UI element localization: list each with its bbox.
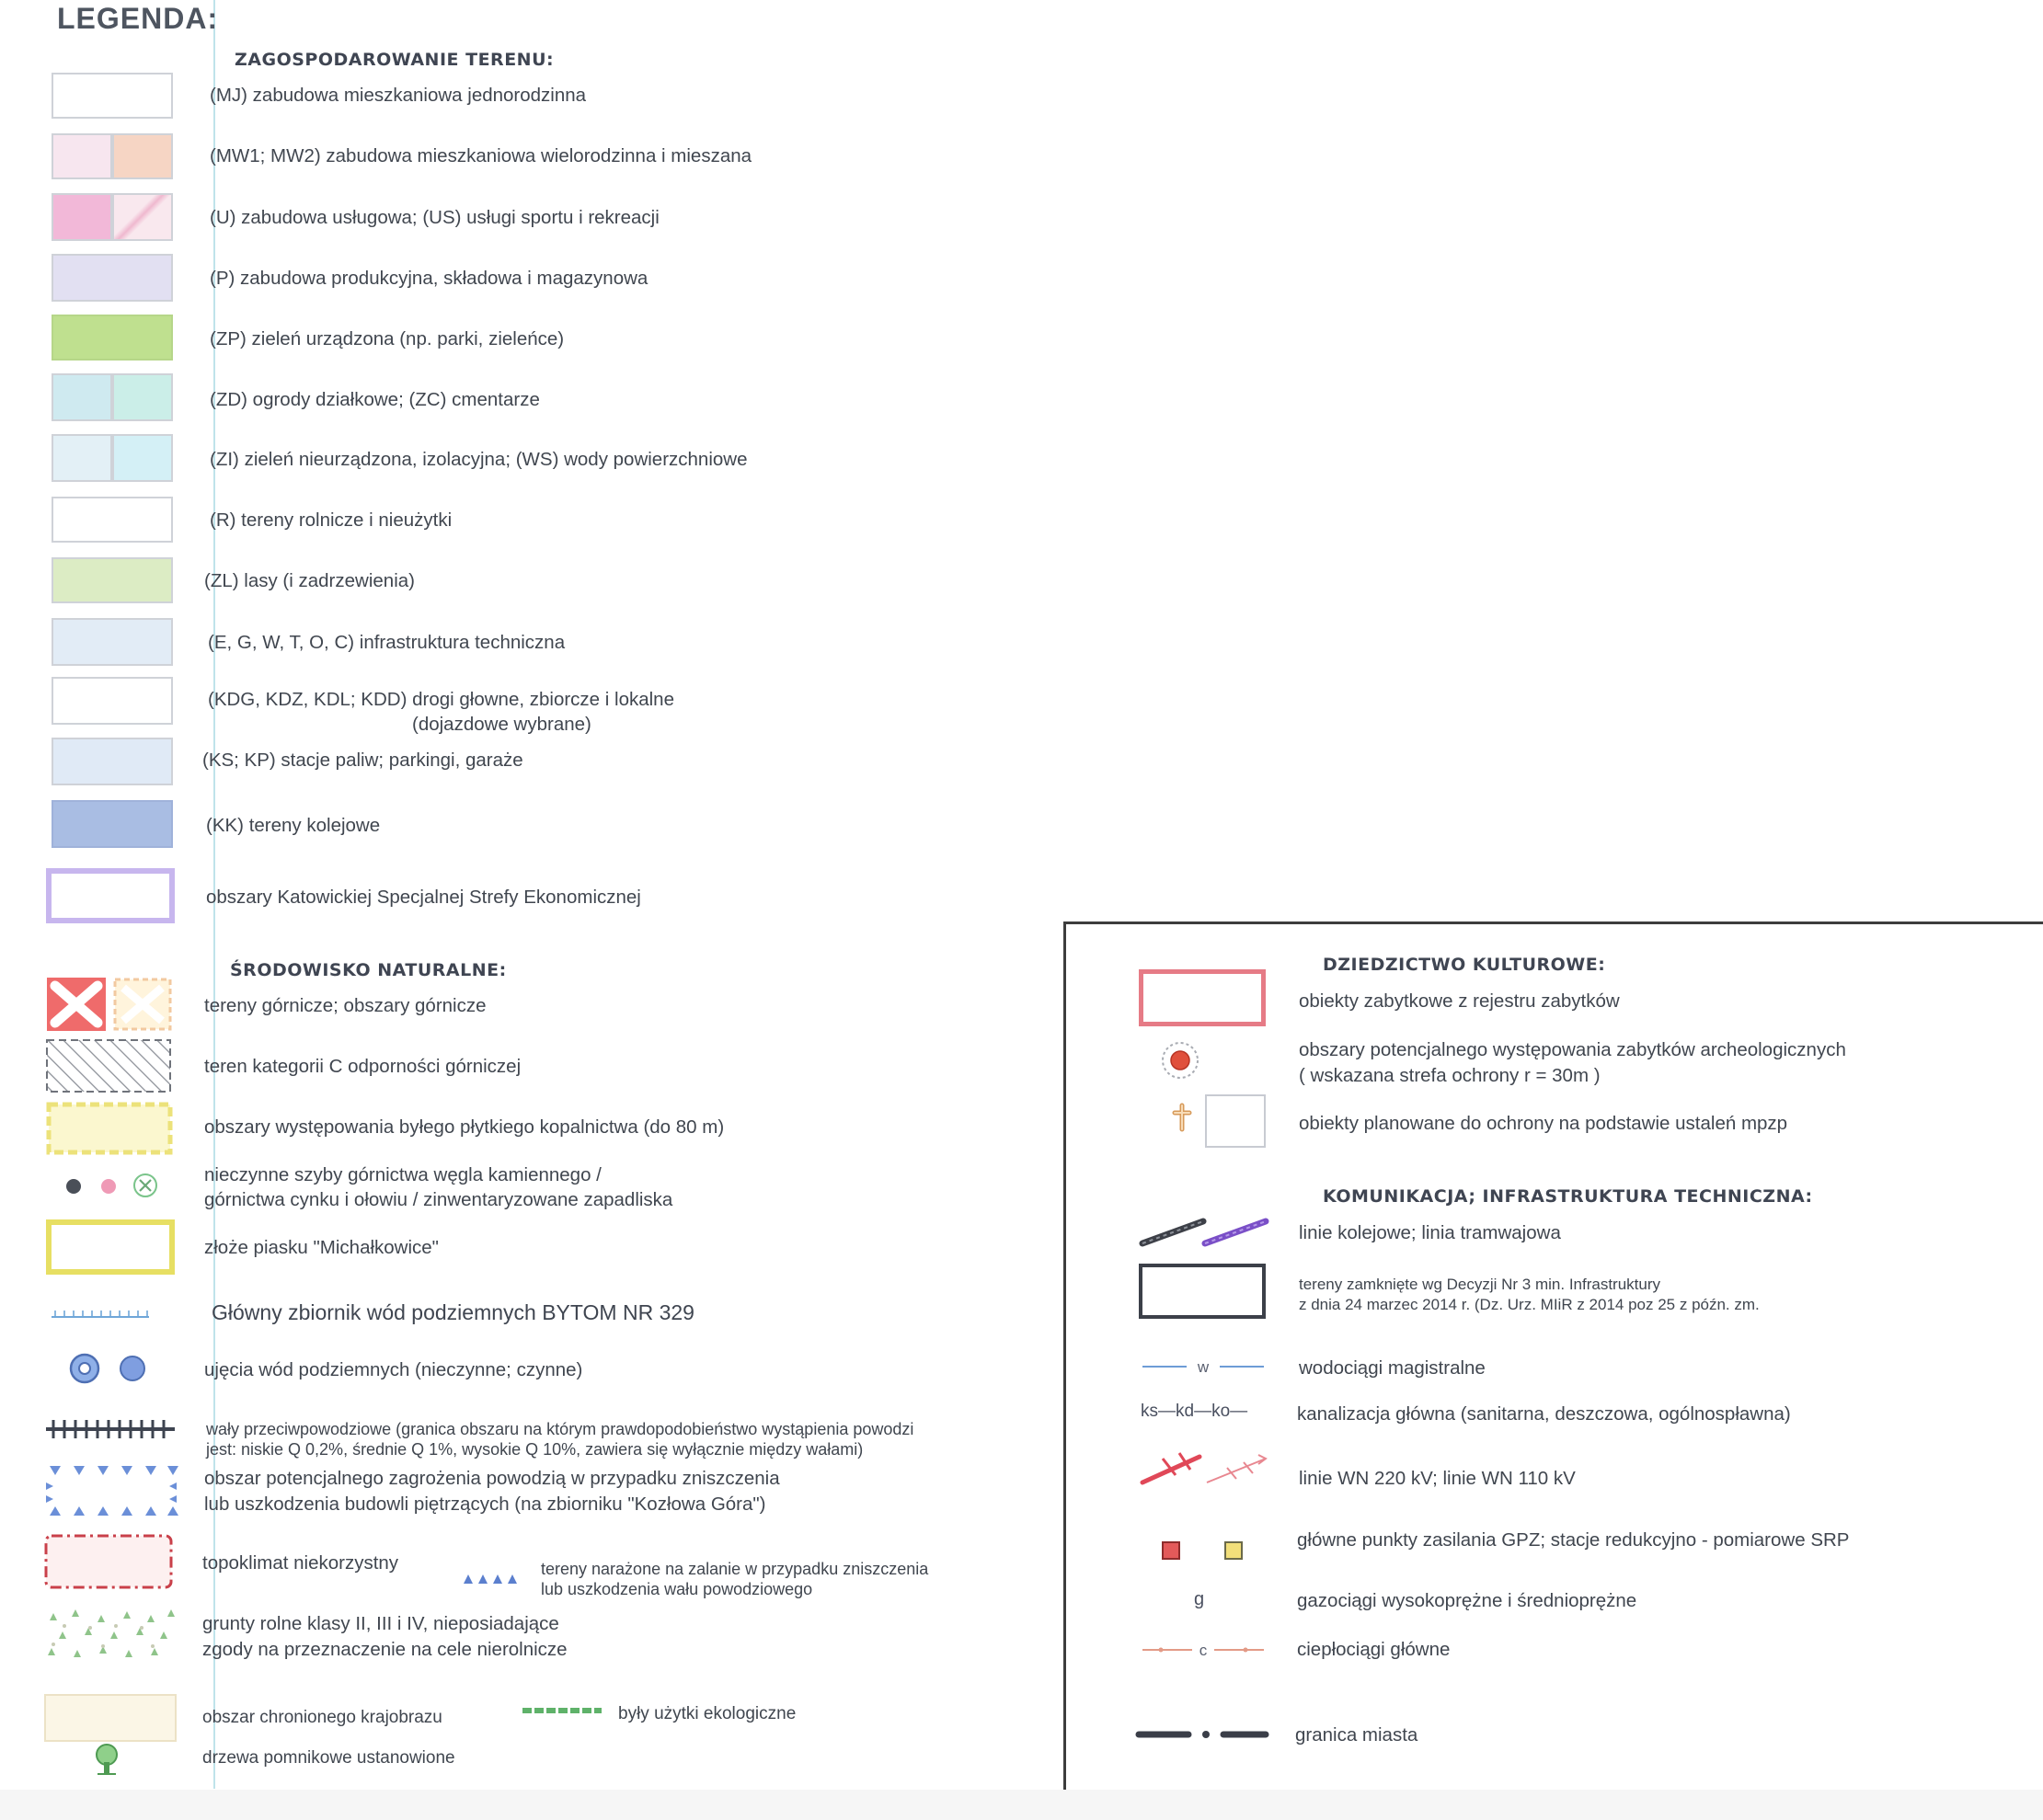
swatch-ks xyxy=(52,738,173,785)
swatch-zi xyxy=(52,434,112,482)
gas-symbol: g xyxy=(1194,1589,1205,1609)
label-gas: gazociągi wysokoprężne i średnioprężne xyxy=(1297,1590,1637,1611)
label-category-c: teren kategorii C odporności górniczej xyxy=(204,1056,522,1077)
label-p: (P) zabudowa produkcyjna, składowa i magazynowa xyxy=(210,268,648,289)
label-city-boundary: granica miasta xyxy=(1295,1724,1418,1746)
water-main-symbol: w xyxy=(1197,1358,1210,1376)
label-zp: (ZP) zieleń urządzona (np. parki, zieleńce) xyxy=(210,328,565,349)
label-trees: drzewa pomnikowe ustanowione xyxy=(202,1748,455,1768)
swatch-registry xyxy=(1139,969,1266,1026)
environment-heading: ŚRODOWISKO NATURALNE: xyxy=(230,960,507,980)
label-archaeology: obszary potencjalnego występowania zabytków archeologicznych xyxy=(1299,1039,1846,1060)
label-sewage: kanalizacja główna (sanitarna, deszczowa, ogólnospławna) xyxy=(1297,1403,1791,1425)
label-ecological: były użytki ekologiczne xyxy=(618,1704,797,1723)
agricultural-soils-icon xyxy=(44,1608,177,1661)
label-soils-2: zgody na przeznaczenie na cele nierolnicze xyxy=(202,1639,568,1660)
label-ks: (KS; KP) stacje paliw; parkingi, garaże xyxy=(202,750,523,771)
swatch-u xyxy=(52,193,112,241)
label-shafts: nieczynne szyby górnictwa węgla kamiennego / xyxy=(204,1164,602,1185)
flood-embankment-icon xyxy=(46,1418,177,1440)
mine-shaft-icons xyxy=(63,1172,164,1199)
shallow-mining-icon xyxy=(46,1102,175,1157)
swatch-zl xyxy=(52,557,173,603)
swatch-p xyxy=(52,254,173,302)
label-r: (R) tereny rolnicze i nieużytki xyxy=(210,509,453,531)
label-zi: (ZI) zieleń nieurządzona, izolacyjna; (WS) wody powierzchniowe xyxy=(210,449,748,470)
label-sand: złoże piasku "Michałkowice" xyxy=(204,1237,439,1258)
label-mj: (MJ) zabudowa mieszkaniowa jednorodzinna xyxy=(210,85,587,106)
swatch-zp xyxy=(52,315,173,361)
label-u: (U) zabudowa usługowa; (US) usługi sportu i rekreacji xyxy=(210,207,660,228)
swatch-landscape xyxy=(44,1694,177,1742)
label-kk: (KK) tereny kolejowe xyxy=(206,815,381,836)
railway-tramway-icon xyxy=(1139,1212,1268,1249)
label-closed-areas-2: z dnia 24 marzec 2014 r. (Dz. Urz. MIiR z 2014 poz 25 z późn. zm. xyxy=(1299,1296,1760,1313)
label-power-lines: linie WN 220 kV; linie WN 110 kV xyxy=(1299,1468,1576,1489)
label-zl: (ZL) lasy (i zadrzewienia) xyxy=(204,570,415,591)
water-main-line-icon xyxy=(1141,1356,1266,1378)
hatch-category-c-icon xyxy=(46,1039,173,1094)
embankment-flood-icon xyxy=(462,1571,528,1585)
swatch-us xyxy=(112,193,173,241)
label-embankment-2: jest: niskie Q 0,2%, średnie Q 1%, wysokie Q 10%, zawiera się wyłącznie między wałami) xyxy=(206,1440,864,1459)
label-landscape: obszar chronionego krajobrazu xyxy=(202,1708,442,1727)
swatch-mj xyxy=(52,73,173,119)
label-heating: ciepłociągi główne xyxy=(1297,1639,1451,1660)
swatch-kk xyxy=(52,800,173,848)
label-embankment-flood-2: lub uszkodzenia wału powodziowego xyxy=(541,1580,813,1598)
label-flood-risk: obszar potencjalnego zagrożenia powodzią w przypadku zniszczenia xyxy=(204,1468,780,1489)
label-zd: (ZD) ogrody działkowe; (ZC) cmentarze xyxy=(210,389,540,410)
tree-icon xyxy=(90,1742,123,1777)
label-soils: grunty rolne klasy II, III i IV, nieposiadające xyxy=(202,1613,559,1634)
swatch-closed-areas xyxy=(1139,1264,1266,1319)
legend-title: LEGENDA: xyxy=(57,2,219,35)
swatch-planned-protection xyxy=(1205,1094,1266,1148)
mining-area-icon xyxy=(46,977,175,1034)
swatch-mw1 xyxy=(52,133,112,179)
label-gzwp: Główny zbiornik wód podziemnych BYTOM NR 329 xyxy=(212,1300,694,1324)
label-kd: (KDG, KDZ, KDL; KDD) drogi głowne, zbiorcze i lokalne xyxy=(208,689,674,710)
label-water-mains: wodociągi magistralne xyxy=(1299,1357,1486,1379)
label-gpz: główne punkty zasilania GPZ; stacje redukcyjno - pomiarowe SRP xyxy=(1297,1529,1850,1551)
swatch-zd xyxy=(52,373,112,421)
sewage-symbol: ks—kd—ko— xyxy=(1141,1402,1248,1421)
swatch-infra xyxy=(52,618,173,666)
label-flood-risk-2: lub uszkodzenia budowli piętrzących (na zbiorniku "Kozłowa Góra") xyxy=(204,1494,766,1515)
city-boundary-icon xyxy=(1137,1725,1268,1744)
heating-line-icon xyxy=(1141,1639,1266,1661)
swatch-zc xyxy=(112,373,173,421)
bottom-edge xyxy=(0,1790,2043,1820)
swatch-kd xyxy=(52,677,173,725)
cross-icon xyxy=(1170,1104,1194,1131)
label-planned-protection: obiekty planowane do ochrony na podstawie ustaleń mpzp xyxy=(1299,1113,1788,1134)
topoclimate-icon xyxy=(42,1532,177,1593)
gzwp-line-icon xyxy=(52,1306,153,1319)
label-embankment-flood: tereny narażone na zalanie w przypadku zniszczenia xyxy=(541,1560,929,1578)
label-closed-areas: tereny zamknięte wg Decyzji Nr 3 min. Infrastruktury xyxy=(1299,1276,1661,1293)
label-topoclimate: topoklimat niekorzystny xyxy=(202,1552,399,1574)
label-kse: obszary Katowickiej Specjalnej Strefy Ekonomicznej xyxy=(206,887,641,908)
heating-symbol: c xyxy=(1199,1642,1208,1659)
label-infra: (E, G, W, T, O, C) infrastruktura techniczna xyxy=(208,632,566,653)
swatch-r xyxy=(52,497,173,543)
label-shafts-2: górnictwa cynku i ołowiu / zinwentaryzowane zapadliska xyxy=(204,1189,673,1210)
swatch-sand xyxy=(46,1219,175,1275)
label-kd-2: (dojazdowe wybrane) xyxy=(412,714,591,735)
swatch-kse xyxy=(46,868,175,923)
heritage-heading: DZIEDZICTWO KULTUROWE: xyxy=(1323,955,1606,975)
label-mining: tereny górnicze; obszary górnicze xyxy=(204,995,487,1016)
label-registry: obiekty zabytkowe z rejestru zabytków xyxy=(1299,990,1620,1012)
label-shallow-mining: obszary występowania byłego płytkiego kopalnictwa (do 80 m) xyxy=(204,1116,725,1138)
label-embankment: wały przeciwpowodziowe (granica obszaru na którym prawdopodobieństwo wystąpienia powodzi xyxy=(206,1420,914,1438)
gpz-srp-icons xyxy=(1161,1540,1253,1562)
power-line-icon xyxy=(1139,1446,1269,1488)
flood-risk-icon xyxy=(44,1460,178,1519)
transport-heading: KOMUNIKACJA; INFRASTRUKTURA TECHNICZNA: xyxy=(1323,1186,1813,1207)
label-archaeology-2: ( wskazana strefa ochrony r = 30m ) xyxy=(1299,1065,1601,1086)
swatch-ws xyxy=(112,434,173,482)
archaeology-site-icon xyxy=(1159,1039,1201,1082)
label-mw: (MW1; MW2) zabudowa mieszkaniowa wielorodzinna i mieszana xyxy=(210,145,752,166)
water-intake-icons xyxy=(68,1352,151,1385)
ecological-line-icon xyxy=(522,1705,603,1718)
label-railway: linie kolejowe; linia tramwajowa xyxy=(1299,1222,1561,1243)
swatch-mw2 xyxy=(112,133,173,179)
label-intakes: ujęcia wód podziemnych (nieczynne; czynne) xyxy=(204,1359,583,1380)
land-use-heading: ZAGOSPODAROWANIE TERENU: xyxy=(235,50,555,70)
